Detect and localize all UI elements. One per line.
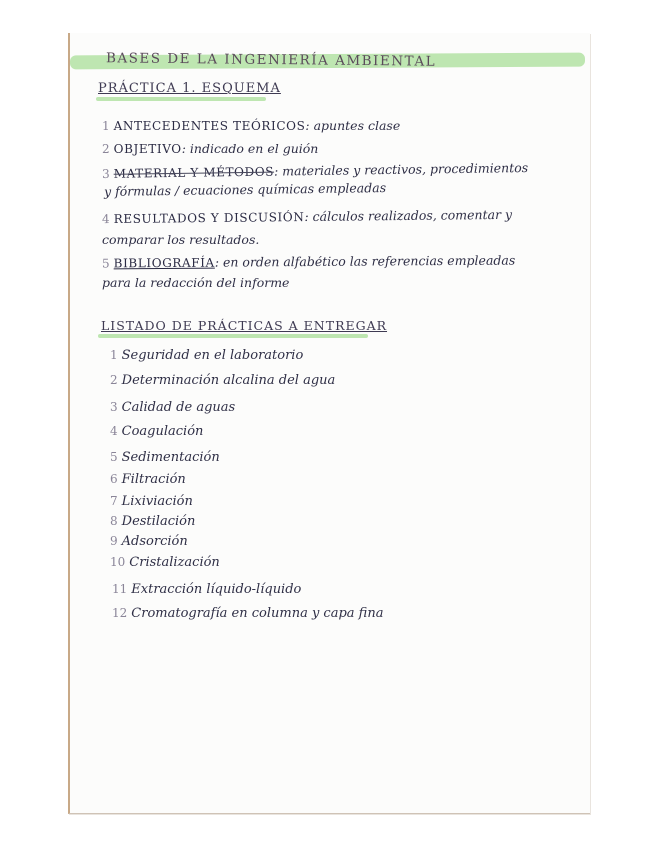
item-number: 11 [112,582,128,596]
item-name: Lixiviación [121,494,193,509]
item-name: Seguridad en el laboratorio [121,348,304,363]
section-number: 2 [102,142,110,156]
page-subtitle: PRÁCTICA 1. ESQUEMA [98,81,281,96]
section-item [102,118,400,133]
item-number: 9 [110,534,118,548]
section-text: : en orden alfabético las referencias empleadas [214,252,516,270]
section-label: RESULTADOS Y DISCUSIÓN [113,210,305,227]
item-name: Cromatografía en columna y capa fina [131,606,384,621]
item-number: 5 [110,450,118,464]
item-number: 7 [110,494,118,508]
section-text: : cálculos realizados, comentar y [304,206,513,225]
subtitle-highlight [96,97,266,101]
item-number: 2 [110,373,118,387]
list-item [110,472,186,487]
item-name: Extracción líquido-líquido [131,582,302,597]
list-item [110,400,235,415]
page-title: BASES DE LA INGENIERÍA AMBIENTAL [105,50,437,70]
list-heading: LISTADO DE PRÁCTICAS A ENTREGAR [101,318,388,333]
item-name: Determinación alcalina del agua [121,373,336,388]
section-text: : materiales y reactivos, procedimientos [273,160,529,179]
list-item [110,514,195,529]
list-item [110,373,335,388]
item-name: Sedimentación [121,450,220,465]
section-label: MATERIAL Y MÉTODOS [113,164,275,181]
item-name: Filtración [121,472,186,487]
item-name: Destilación [121,514,196,529]
item-number: 4 [110,424,118,438]
list-item [110,450,220,465]
section-text-cont: y fórmulas / ecuaciones químicas empleadas [103,180,387,199]
item-number: 6 [110,472,118,486]
section-text: : indicado en el guión [181,141,319,156]
list-item [110,494,193,509]
section-item [102,253,515,271]
section-text: : apuntes clase [305,118,401,133]
section-text-cont: comparar los resultados. [102,232,260,247]
list-item [110,424,203,439]
section-label: ANTECEDENTES TEÓRICOS [113,119,306,133]
section-number: 5 [101,256,110,271]
section-item [102,141,318,156]
item-number: 12 [112,606,128,620]
item-name: Adsorción [121,534,188,549]
item-name: Coagulación [121,424,204,439]
list-item [110,348,303,363]
section-number: 4 [101,212,110,227]
list-item [112,606,383,621]
section-label: OBJETIVO [113,142,182,156]
list-item [110,534,188,549]
item-name: Calidad de aguas [121,400,236,415]
list-item [112,582,301,597]
list-item [110,555,220,570]
item-number: 1 [110,348,118,362]
item-number: 8 [110,514,118,528]
section-number: 3 [101,166,110,181]
item-name: Cristalización [129,555,220,570]
item-number: 3 [110,400,118,414]
section-number: 1 [102,119,110,133]
section-label: BIBLIOGRAFÍA [113,255,215,271]
item-number: 10 [110,555,126,569]
list-heading-highlight [98,334,368,338]
section-text-cont: para la redacción del informe [102,275,290,290]
